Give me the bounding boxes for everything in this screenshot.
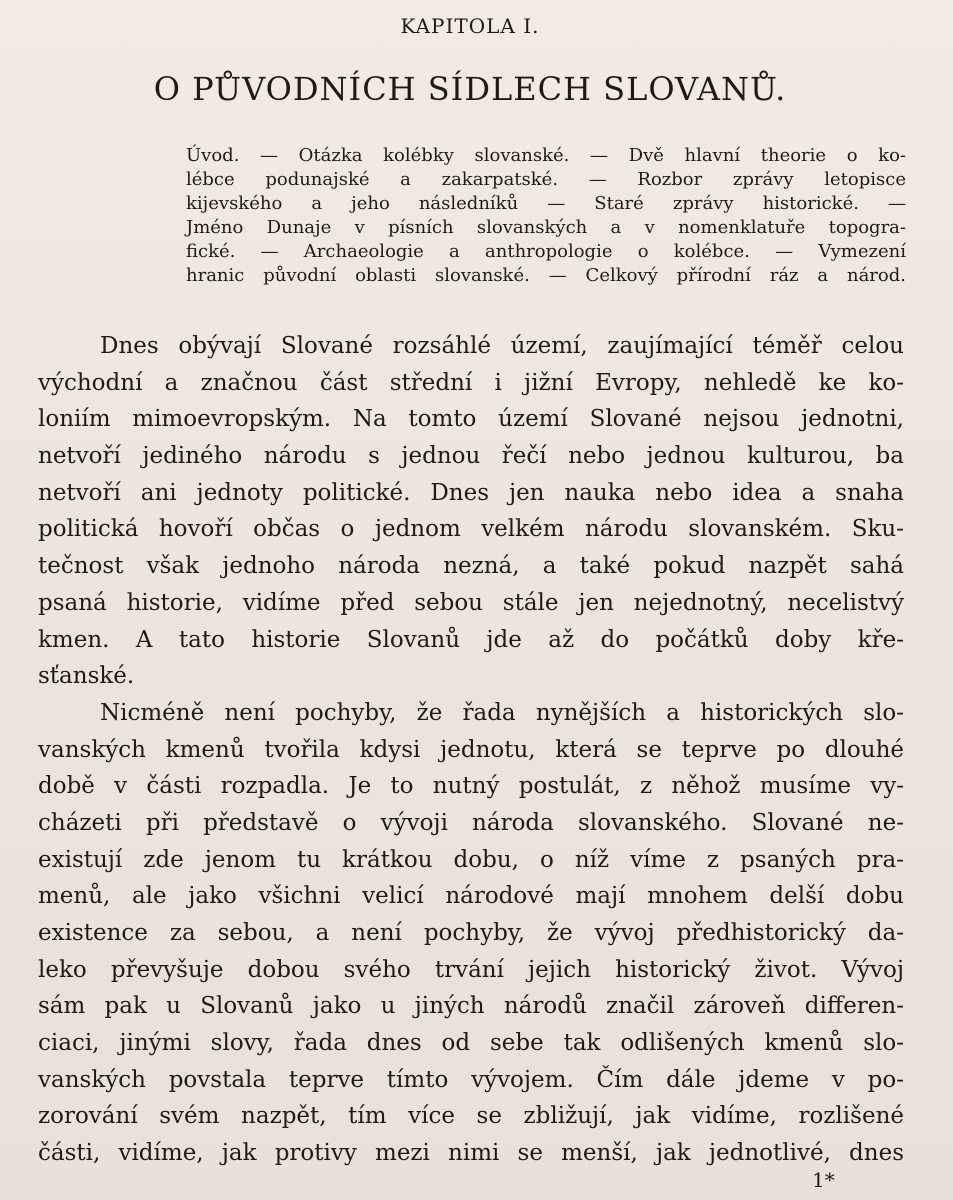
body-line: Nicméně není pochyby, že řada nynějších a historických slo- [100, 699, 904, 726]
body-line: existence za sebou, a není pochyby, že vývoj předhistorický da- [38, 920, 904, 946]
body-line: sťanské. [38, 663, 135, 690]
body-text [38, 328, 904, 1172]
summary-line: fické. — Archaeologie a anthropologie o kolébce. — Vymezení [186, 241, 906, 262]
paragraph-1 [38, 328, 904, 695]
chapter-heading: KAPITOLA I. [400, 14, 540, 38]
paragraph-2 [38, 695, 904, 1172]
summary-line: lébce podunajské a zakarpatské. — Rozbor zprávy letopisce [186, 169, 906, 190]
body-line: netvoří ani jednoty politické. Dnes jen nauka nebo idea a snaha [38, 479, 904, 506]
body-line: vanských povstala teprve tímto vývojem. Čím dále jdeme v po- [38, 1066, 904, 1093]
body-line: tečnost však jednoho národa nezná, a také pokud nazpět sahá [38, 553, 904, 580]
summary-line: Jméno Dunaje v písních slovanských a v nomenklatuře topogra- [186, 217, 906, 238]
body-line: leko převyšuje dobou svého trvání jejich historický život. Vývoj [38, 956, 904, 983]
body-line: psaná historie, vidíme před sebou stále jen nejednotný, necelistvý [38, 589, 904, 616]
chapter-summary [186, 144, 906, 288]
body-line: netvoří jediného národu s jednou řečí nebo jednou kulturou, ba [38, 443, 904, 470]
summary-line: hranic původní oblasti slovanské. — Celkový přírodní ráz a národ. [186, 265, 906, 286]
body-line: cházeti při představě o vývoji národa slovanského. Slované ne- [38, 809, 904, 836]
body-line: loniím mimoevropským. Na tomto území Slované nejsou jednotni, [38, 406, 904, 433]
body-line: menů, ale jako všichni velicí národové mají mnohem delší dobu [38, 883, 904, 910]
summary-line: kijevského a jeho následníků — Staré zprávy historické. — [186, 193, 906, 214]
body-line: Dnes obývají Slované rozsáhlé území, zaujímající téměř celou [100, 333, 904, 359]
body-line: existují zde jenom tu krátkou dobu, o níž víme z psaných pra- [38, 846, 904, 873]
body-line: kmen. A tato historie Slovanů jde až do počátků doby kře- [38, 626, 904, 653]
body-line: sám pak u Slovanů jako u jiných národů značil zároveň differen- [38, 993, 904, 1020]
body-line: vanských kmenů tvořila kdysi jednotu, která se teprve po dlouhé [38, 736, 904, 763]
body-line: politická hovoří občas o jednom velkém národu slovanském. Sku- [38, 516, 904, 543]
summary-line: Úvod. — Otázka kolébky slovanské. — Dvě hlavní theorie o ko- [186, 145, 906, 166]
body-line: zorování svém nazpět, tím více se zbližují, jak vidíme, rozlišené [38, 1103, 904, 1130]
body-line: východní a značnou část střední i jižní Evropy, nehledě ke ko- [38, 369, 904, 396]
chapter-title: O PŮVODNÍCH SÍDLECH SLOVANŮ. [153, 70, 787, 108]
body-line: části, vidíme, jak protivy mezi nimi se menší, jak jednotlivé, dnes [38, 1140, 904, 1167]
body-line: době v části rozpadla. Je to nutný postulát, z něhož musíme vy- [38, 773, 904, 800]
body-line: ciaci, jinými slovy, řada dnes od sebe tak odlišených kmenů slo- [38, 1030, 904, 1057]
page-number: 1* [812, 1168, 835, 1192]
